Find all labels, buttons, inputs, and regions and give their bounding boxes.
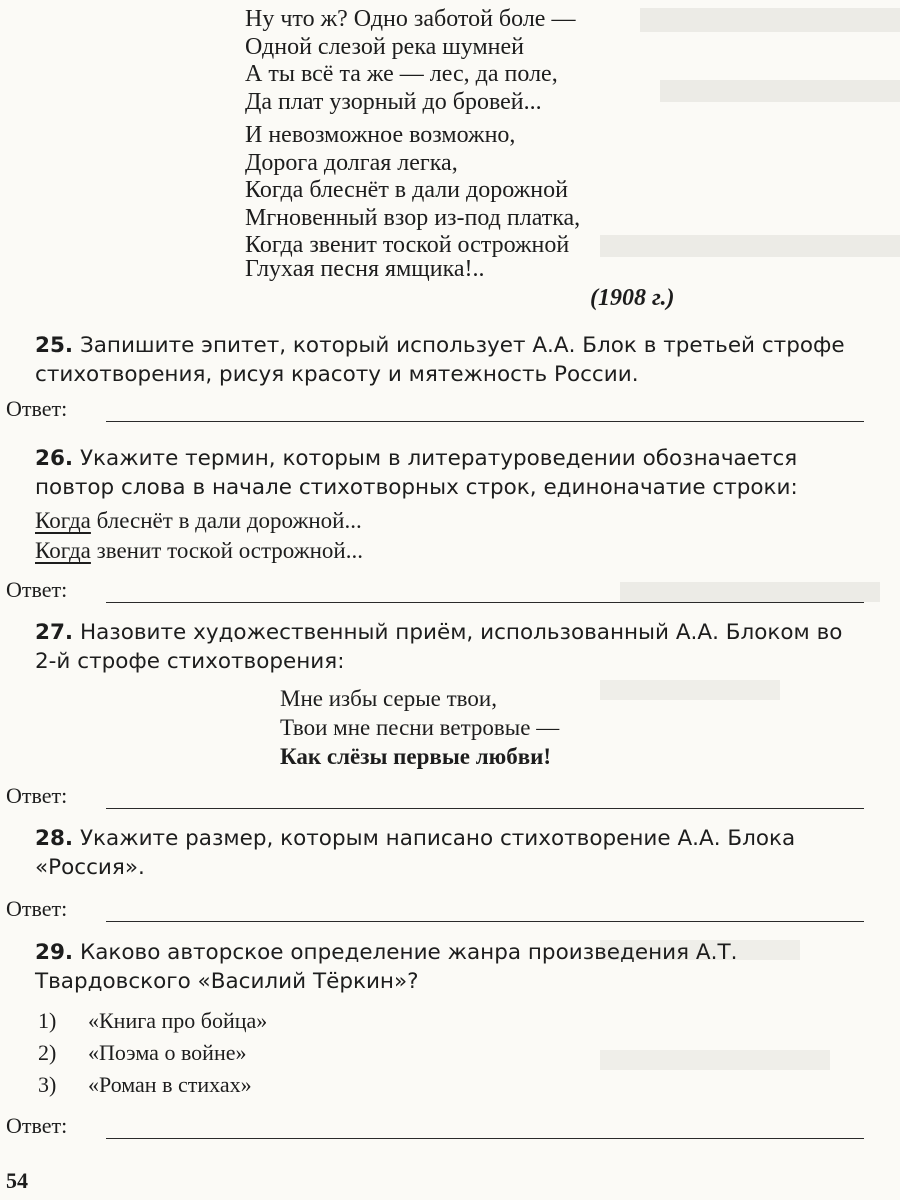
- answer-label: Ответ:: [6, 396, 68, 421]
- option-text: «Роман в стихах»: [88, 1072, 252, 1097]
- underlined-word: Когда: [35, 538, 91, 563]
- question-text: Укажите размер, которым написано стихотворение А.А. Блока «Россия».: [35, 826, 796, 880]
- question-26: [35, 444, 870, 502]
- poem-stanza-2: [245, 122, 580, 260]
- anaphora-example: [35, 506, 363, 566]
- answer-line[interactable]: [106, 921, 864, 922]
- question-text: Каково авторское определение жанра произведения А.Т. Твардовского «Василий Тёркин»?: [35, 940, 738, 994]
- option-number: 3): [38, 1072, 57, 1097]
- option-1[interactable]: [38, 1008, 267, 1034]
- question-text: Запишите эпитет, который использует А.А. Блок в третьей строфе стихотворения, рисуя красоту и мятежность России.: [35, 333, 845, 387]
- poem-line: Мгновенный взор из-под платка,: [245, 204, 581, 231]
- poem-stanza-3: [245, 256, 485, 284]
- poem-stanza-1: [245, 6, 575, 116]
- question-text: Укажите термин, которым в литературоведении обозначается повтор слова в начале стихотворных строк, единоначатие строки:: [35, 446, 798, 500]
- question-text: Назовите художественный приём, использованный А.А. Блоком во 2-й строфе стихотворения:: [35, 620, 843, 674]
- poem-line: Ну что ж? Одно заботой боле —: [245, 6, 576, 32]
- question-27: [35, 618, 870, 676]
- poem-line: Глухая песня ямщика!..: [245, 256, 485, 282]
- answer-line[interactable]: [106, 808, 864, 809]
- answer-field-27[interactable]: [6, 783, 864, 813]
- poem-quote: [280, 684, 559, 771]
- poem-line: И невозможное возможно,: [245, 122, 516, 148]
- option-2[interactable]: [38, 1040, 247, 1066]
- quote-line: Как слёзы первые любви!: [280, 744, 552, 769]
- underlined-word: Когда: [35, 508, 91, 533]
- quote-line: Мне избы серые твои,: [280, 686, 497, 711]
- answer-field-28[interactable]: [6, 896, 864, 926]
- question-number: 27.: [35, 620, 74, 645]
- poem-line: Когда звенит тоской острожной: [245, 232, 570, 258]
- example-line: Когда звенит тоской острожной...: [35, 538, 363, 563]
- option-3[interactable]: [38, 1072, 252, 1098]
- question-number: 29.: [35, 940, 74, 965]
- poem-line: Одной слезой река шумней: [245, 33, 524, 60]
- answer-line[interactable]: [106, 1138, 864, 1139]
- example-line: Когда блеснёт в дали дорожной...: [35, 508, 362, 533]
- answer-line[interactable]: [106, 421, 864, 422]
- option-number: 2): [38, 1040, 57, 1065]
- question-25: [35, 331, 870, 389]
- answer-label: Ответ:: [6, 1113, 68, 1138]
- poem-line: Когда блеснёт в дали дорожной: [245, 177, 568, 203]
- question-number: 25.: [35, 333, 74, 358]
- answer-label: Ответ:: [6, 783, 68, 808]
- answer-label: Ответ:: [6, 896, 68, 921]
- poem-year: (1908 г.): [590, 285, 675, 311]
- question-number: 26.: [35, 446, 74, 471]
- answer-field-25[interactable]: [6, 396, 864, 426]
- option-number: 1): [38, 1008, 57, 1033]
- answer-line[interactable]: [106, 602, 864, 603]
- answer-label: Ответ:: [6, 577, 68, 602]
- answer-field-29[interactable]: [6, 1113, 864, 1143]
- question-29: [35, 938, 870, 996]
- question-28: [35, 824, 870, 882]
- quote-line: Твои мне песни ветровые —: [280, 715, 560, 740]
- option-text: «Поэма о войне»: [88, 1040, 247, 1065]
- page-number: 54: [6, 1168, 28, 1193]
- poem-line: Дорога долгая легка,: [245, 149, 458, 176]
- poem-line: Да плат узорный до бровей...: [245, 88, 542, 115]
- answer-field-26[interactable]: [6, 577, 864, 607]
- poem-line: А ты всё та же — лес, да поле,: [245, 61, 558, 87]
- question-number: 28.: [35, 826, 74, 851]
- option-text: «Книга про бойца»: [88, 1008, 268, 1033]
